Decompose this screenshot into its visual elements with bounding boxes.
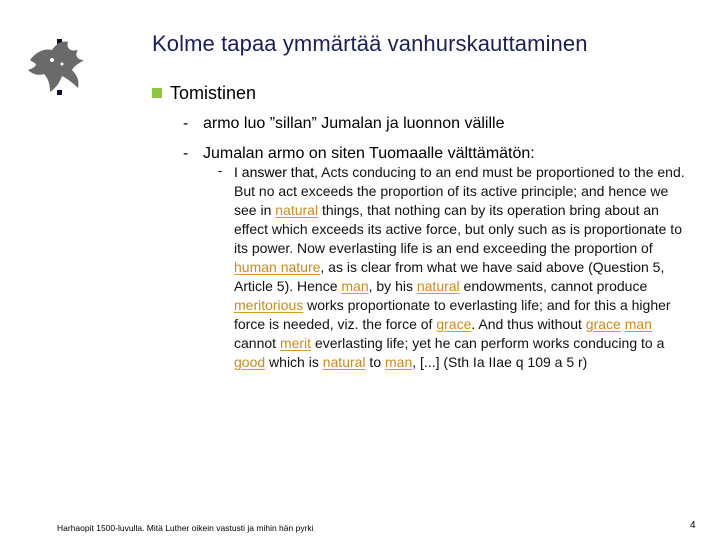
dash-bullet-icon: - <box>218 163 223 178</box>
quote-text: works proportionate to everlasting life; and for this a higher force is needed, viz. the force of <box>234 297 671 332</box>
bullet-level2-text: Jumalan armo on siten Tuomaalle välttämätön: <box>203 145 535 162</box>
quote-link[interactable]: man <box>624 316 652 332</box>
quote-link[interactable]: man <box>385 354 413 370</box>
dash-bullet-icon: - <box>183 145 189 162</box>
quote-text: Acts conducing to an end must be proportioned to the end. But no act exceeds the proportion of its active principle; and hence we see in <box>234 164 685 218</box>
quote-link[interactable]: natural <box>416 278 460 294</box>
quote-text: endowments, cannot produce <box>459 278 648 294</box>
university-logo-icon <box>22 30 92 96</box>
quote-text: . And thus without <box>471 316 586 332</box>
quote-link[interactable]: good <box>234 354 266 370</box>
quote-text: everlasting life; yet he can perform works conducing to a <box>311 335 665 351</box>
quote-lead: I answer that, <box>234 164 319 180</box>
quote-link[interactable]: natural <box>275 202 319 218</box>
quote-text: , as is clear from what we have said above (Question 5, Article 5). Hence <box>234 259 665 294</box>
quote-text: which is <box>265 354 323 370</box>
quote-link[interactable]: grace <box>585 316 621 332</box>
green-bullet-icon <box>152 88 162 98</box>
bullet-level2-text: armo luo ”sillan” Jumalan ja luonnon välille <box>203 115 505 132</box>
quote-link[interactable]: meritorious <box>234 297 304 313</box>
dash-bullet-icon: - <box>183 115 189 132</box>
slide-title: Kolme tapaa ymmärtää vanhurskauttaminen <box>152 31 588 56</box>
footer-text: Harhaopit 1500-luvulla. Mitä Luther oikein vastusti ja mihin hän pyrki <box>57 523 314 533</box>
bullet-level1-text: Tomistinen <box>170 83 257 103</box>
quote-text: things, that nothing can by its operation bring about an effect which exceeds its active force, but only such as is proportionate to its power. Now everlasting life is an end exceeding the proportion of <box>234 202 682 256</box>
quote-text: , by his <box>368 278 417 294</box>
quote-link[interactable]: grace <box>436 316 472 332</box>
bullet-level2-1 <box>183 115 504 133</box>
quote-link[interactable]: man <box>341 278 369 294</box>
bullet-level1 <box>152 83 256 104</box>
quote-link[interactable]: natural <box>322 354 366 370</box>
bullet-level2-2 <box>183 145 535 163</box>
quote-link[interactable]: merit <box>279 335 312 351</box>
quote-link[interactable]: human nature <box>234 259 321 275</box>
quote-text: cannot <box>234 335 280 351</box>
quote-text: to <box>365 354 386 370</box>
page-number: 4 <box>690 520 696 531</box>
aquinas-quote <box>234 163 694 372</box>
quote-text: , [...] (Sth Ia IIae q 109 a 5 r) <box>412 354 588 370</box>
